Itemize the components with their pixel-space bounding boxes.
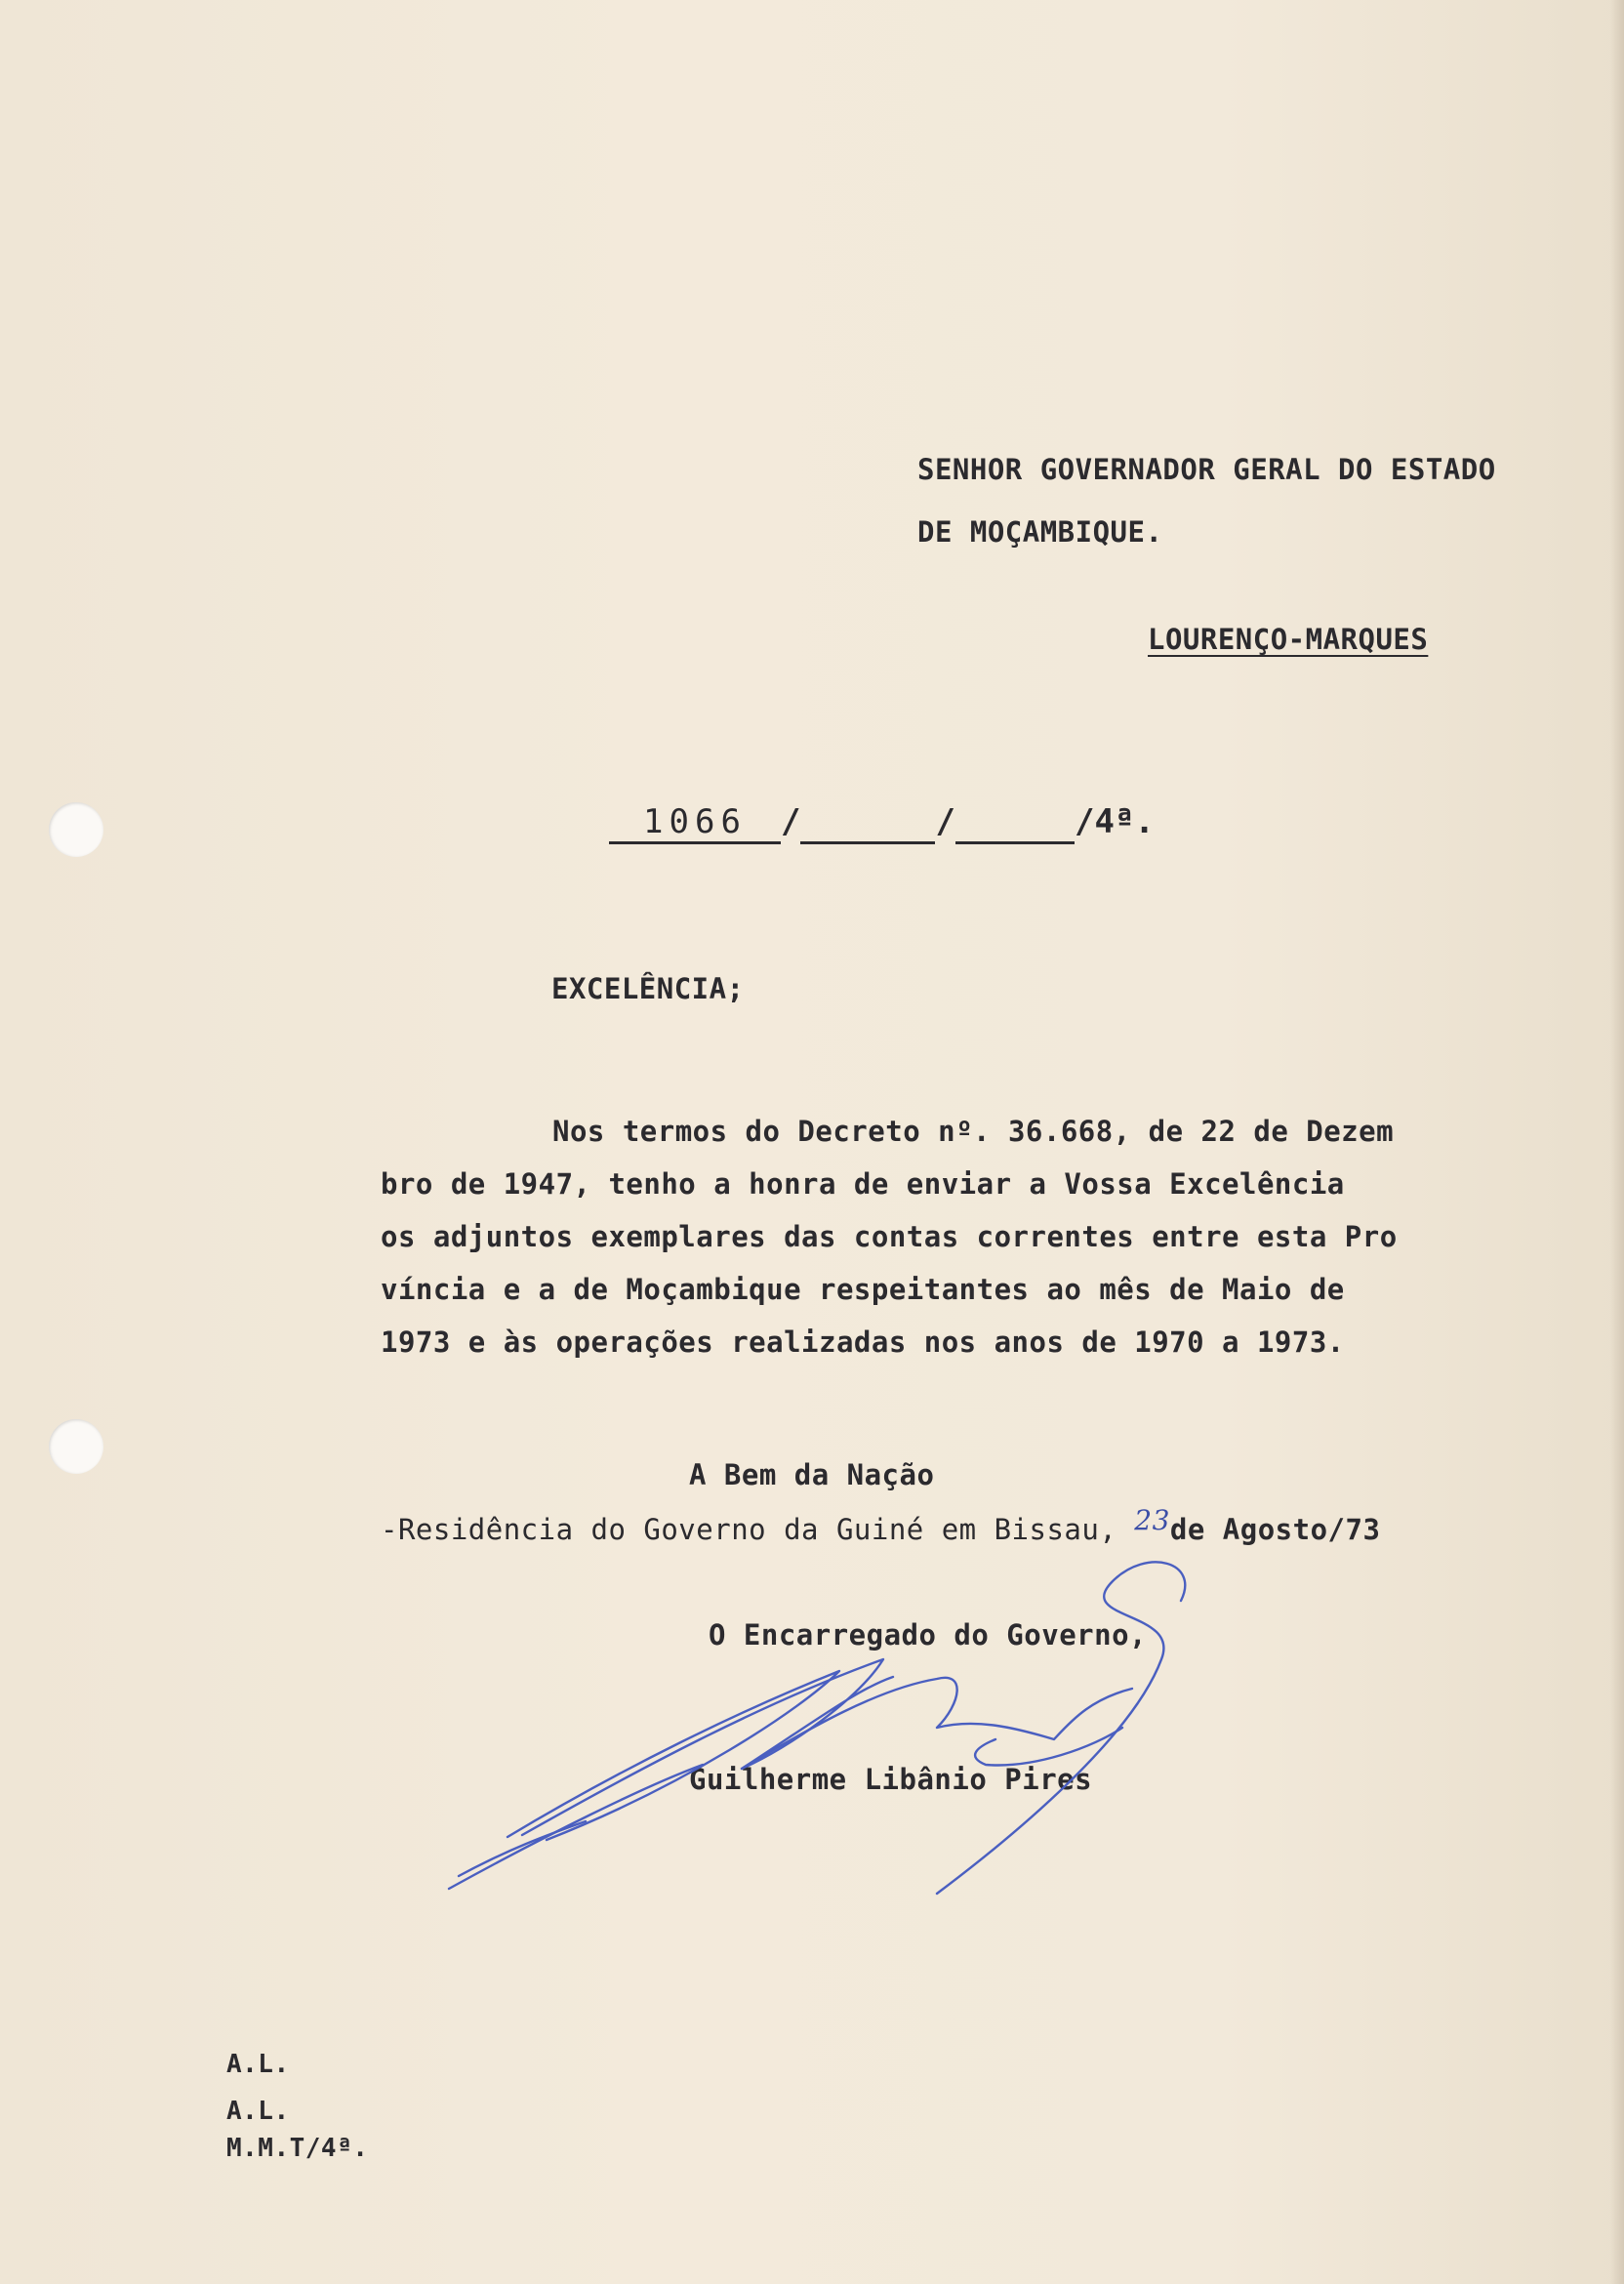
closing-date: de Agosto/73 bbox=[1169, 1513, 1381, 1546]
addressee-line-1: SENHOR GOVERNADOR GERAL DO ESTADO bbox=[917, 453, 1496, 486]
addressee-line-2: DE MOÇAMBIQUE. bbox=[917, 515, 1163, 549]
reference-separator-1: / bbox=[781, 802, 801, 841]
body-line-3: os adjuntos exemplares das contas correntes entre esta Pro bbox=[381, 1220, 1398, 1253]
footer-initials-1: A.L. bbox=[226, 2050, 290, 2079]
handwritten-day: 23 bbox=[1134, 1504, 1170, 1536]
footer-reference: M.M.T/4ª. bbox=[226, 2134, 369, 2163]
salutation: EXCELÊNCIA; bbox=[551, 972, 745, 1005]
signatory-role: O Encarregado do Governo, bbox=[709, 1618, 1147, 1652]
body-line-2: bro de 1947, tenho a honra de enviar a Vossa Excelência bbox=[381, 1167, 1345, 1201]
punch-hole-bottom bbox=[49, 1419, 103, 1474]
signatory-name: Guilherme Libânio Pires bbox=[689, 1763, 1093, 1796]
footer-initials-2: A.L. bbox=[226, 2097, 290, 2126]
punch-hole-top bbox=[49, 802, 103, 857]
reference-number: 1066 bbox=[609, 802, 781, 844]
body-line-1: Nos termos do Decreto nº. 36.668, de 22 de Dezem bbox=[552, 1115, 1395, 1148]
reference-blank-2 bbox=[955, 802, 1075, 844]
body-line-4: víncia e a de Moçambique respeitantes ao mês de Maio de bbox=[381, 1273, 1345, 1306]
addressee-city: LOURENÇO-MARQUES bbox=[1148, 623, 1429, 656]
page-edge-shadow bbox=[1610, 0, 1624, 2284]
reference-separator-2: / bbox=[935, 802, 955, 841]
reference-suffix: /4ª. bbox=[1074, 802, 1155, 841]
reference-number-line bbox=[609, 802, 1155, 844]
body-line-5: 1973 e às operações realizadas nos anos de 1970 a 1973. bbox=[381, 1326, 1345, 1359]
closing-place: -Residência do Governo da Guiné em Bissau, bbox=[381, 1513, 1117, 1546]
reference-blank-1 bbox=[800, 802, 935, 844]
closing-place-date bbox=[381, 1504, 1381, 1546]
closing-motto: A Bem da Nação bbox=[689, 1458, 935, 1491]
